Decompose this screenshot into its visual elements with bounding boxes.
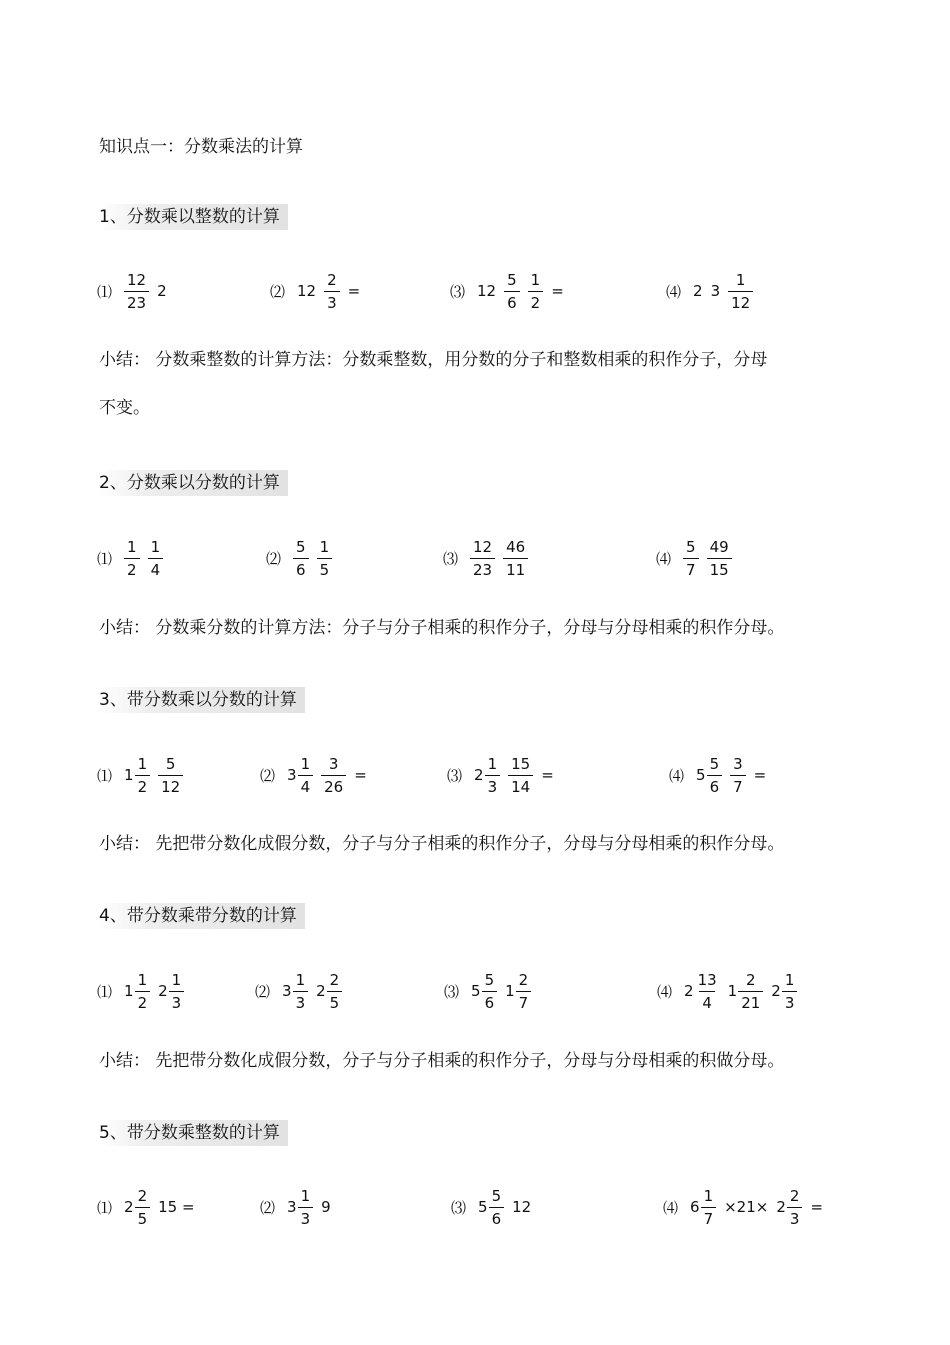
fraction xyxy=(707,755,723,796)
numerator: 15 xyxy=(511,754,531,773)
mixed-whole: 5 xyxy=(471,982,481,1000)
problem-label: ⑵ xyxy=(260,1198,276,1217)
numerator: 1 xyxy=(530,270,541,289)
whole-number: 12 xyxy=(477,282,497,300)
denominator: 3 xyxy=(324,291,340,312)
problem xyxy=(663,1182,827,1232)
fraction xyxy=(293,538,309,579)
denominator: 23 xyxy=(124,291,149,312)
fraction xyxy=(730,755,746,796)
problem-label: ⑴ xyxy=(97,982,113,1001)
mixed-number xyxy=(505,971,531,1012)
denominator: 7 xyxy=(683,558,699,579)
summary-4 xyxy=(99,1037,839,1085)
numerator: 2 xyxy=(789,1186,800,1205)
denominator: 4 xyxy=(699,991,715,1012)
numerator: 1 xyxy=(300,1186,311,1205)
numerator: 1 xyxy=(487,754,498,773)
problem xyxy=(97,266,171,316)
denominator: 4 xyxy=(298,775,314,796)
fraction xyxy=(504,271,520,312)
problem xyxy=(97,1182,199,1232)
numerator: 1 xyxy=(703,1186,714,1205)
problem xyxy=(443,533,532,583)
mixed-whole: 1 xyxy=(124,766,134,784)
numerator: 5 xyxy=(709,754,720,773)
denominator: 6 xyxy=(293,558,309,579)
mixed-number xyxy=(684,971,720,1012)
denominator: 7 xyxy=(730,775,746,796)
problem xyxy=(444,966,535,1016)
summary-3 xyxy=(99,820,839,868)
denominator: 21 xyxy=(738,991,763,1012)
denominator: 4 xyxy=(148,558,164,579)
denominator: 6 xyxy=(504,291,520,312)
problem-label: ⑶ xyxy=(443,549,459,568)
summary-1 xyxy=(99,336,839,432)
problem-label: ⑵ xyxy=(266,549,282,568)
denominator: 23 xyxy=(470,558,495,579)
fraction xyxy=(707,538,732,579)
mixed-whole: 2 xyxy=(771,982,781,1000)
fraction xyxy=(701,1187,717,1228)
mixed-number xyxy=(124,755,150,796)
problem xyxy=(97,533,167,583)
numerator: 5 xyxy=(507,270,517,289)
problem-label: ⑴ xyxy=(97,549,113,568)
whole-number: 2 xyxy=(693,282,703,300)
mixed-whole: 2 xyxy=(776,1198,786,1216)
fraction xyxy=(728,271,753,312)
fraction xyxy=(293,971,309,1012)
mixed-whole: 2 xyxy=(474,766,484,784)
mixed-whole: 5 xyxy=(696,766,706,784)
denominator: 6 xyxy=(707,775,723,796)
denominator: 15 xyxy=(707,558,732,579)
numerator: 2 xyxy=(745,970,756,989)
problem xyxy=(656,533,736,583)
problem xyxy=(97,750,187,800)
fraction xyxy=(503,538,528,579)
fraction xyxy=(327,971,343,1012)
fraction xyxy=(317,538,333,579)
whole-number: 12 xyxy=(297,282,317,300)
fraction xyxy=(298,1187,314,1228)
problem-label: ⑴ xyxy=(97,766,113,785)
denominator: 2 xyxy=(528,291,544,312)
denominator: 7 xyxy=(701,1207,717,1228)
numerator: 1 xyxy=(127,537,137,556)
problem-label: ⑵ xyxy=(270,282,286,301)
fraction xyxy=(516,971,532,1012)
fraction xyxy=(148,538,164,579)
whole-number: 3 xyxy=(710,282,721,300)
problem-label: ⑷ xyxy=(669,766,685,785)
denominator: 2 xyxy=(135,775,151,796)
mixed-whole: 2 xyxy=(158,982,168,1000)
fraction xyxy=(135,1187,151,1228)
summary-2 xyxy=(99,604,839,652)
numerator: 1 xyxy=(300,754,311,773)
problem-label: ⑶ xyxy=(451,1198,467,1217)
mixed-number xyxy=(471,971,497,1012)
denominator: 5 xyxy=(327,991,343,1012)
problem xyxy=(97,966,188,1016)
denominator: 6 xyxy=(489,1207,505,1228)
mixed-number xyxy=(287,1187,313,1228)
mixed-number xyxy=(316,971,342,1012)
mixed-whole: 3 xyxy=(287,766,297,784)
mixed-whole: 2 xyxy=(316,982,326,1000)
denominator: 26 xyxy=(321,775,346,796)
denominator: 12 xyxy=(158,775,183,796)
whole-number: 2 xyxy=(157,282,167,300)
mixed-number xyxy=(728,971,764,1012)
problem xyxy=(669,750,770,800)
denominator: 3 xyxy=(485,775,501,796)
section-3-heading: 3、带分数乘以分数的计算 xyxy=(99,687,305,713)
problem-label: ⑴ xyxy=(97,282,113,301)
mixed-number xyxy=(776,1187,802,1228)
fraction xyxy=(489,1187,505,1228)
denominator: 7 xyxy=(516,991,532,1012)
fraction xyxy=(695,971,720,1012)
numerator: 3 xyxy=(733,754,743,773)
problem xyxy=(270,266,364,316)
numerator: 1 xyxy=(295,970,306,989)
denominator: 3 xyxy=(293,991,309,1012)
numerator: 1 xyxy=(150,537,161,556)
fraction xyxy=(787,1187,803,1228)
denominator: 3 xyxy=(787,1207,803,1228)
mixed-whole: 1 xyxy=(124,982,134,1000)
denominator: 2 xyxy=(135,991,151,1012)
mixed-number xyxy=(474,755,500,796)
mixed-whole: 3 xyxy=(282,982,292,1000)
fraction xyxy=(321,755,346,796)
problem xyxy=(447,750,558,800)
numerator: 12 xyxy=(473,537,493,556)
fraction xyxy=(324,271,340,312)
numerator: 13 xyxy=(697,970,717,989)
problem-label: ⑵ xyxy=(255,982,271,1001)
problem-label: ⑷ xyxy=(657,982,673,1001)
numerator: 5 xyxy=(484,970,495,989)
numerator: 2 xyxy=(329,970,340,989)
denominator: 5 xyxy=(317,558,333,579)
fraction xyxy=(508,755,533,796)
numerator: 1 xyxy=(319,537,330,556)
fraction xyxy=(738,971,763,1012)
fraction xyxy=(169,971,185,1012)
problem xyxy=(451,1182,535,1232)
mixed-whole: 5 xyxy=(478,1198,488,1216)
numerator: 2 xyxy=(327,270,337,289)
numerator: 5 xyxy=(296,537,306,556)
mixed-number xyxy=(124,1187,150,1228)
mixed-whole: 2 xyxy=(684,982,694,1000)
problem xyxy=(666,266,757,316)
problem-label: ⑶ xyxy=(444,982,460,1001)
fraction xyxy=(298,755,314,796)
numerator: 5 xyxy=(165,754,176,773)
problem-label: ⑴ xyxy=(97,1198,113,1217)
fraction xyxy=(482,971,498,1012)
denominator: 14 xyxy=(508,775,533,796)
denominator: 3 xyxy=(298,1207,314,1228)
problem xyxy=(260,1182,335,1232)
numerator: 49 xyxy=(709,537,729,556)
whole-number: ×21× xyxy=(724,1198,769,1216)
numerator: 46 xyxy=(506,537,526,556)
fraction xyxy=(158,755,183,796)
problem xyxy=(266,533,336,583)
section-4-heading: 4、带分数乘带分数的计算 xyxy=(99,903,305,929)
whole-number: 15 = xyxy=(158,1198,195,1216)
mixed-number xyxy=(696,755,722,796)
fraction xyxy=(124,538,140,579)
problem xyxy=(657,966,801,1016)
denominator: 12 xyxy=(728,291,753,312)
numerator: 2 xyxy=(137,1186,148,1205)
section-2-heading: 2、分数乘以分数的计算 xyxy=(99,470,288,496)
whole-number: = xyxy=(551,282,564,300)
mixed-number xyxy=(282,971,308,1012)
fraction xyxy=(124,271,149,312)
whole-number: = xyxy=(347,282,361,300)
whole-number: = xyxy=(354,766,367,784)
whole-number: = xyxy=(541,766,554,784)
mixed-number xyxy=(690,1187,716,1228)
problem-label: ⑷ xyxy=(663,1198,679,1217)
numerator: 1 xyxy=(171,970,182,989)
summary-text: 小结： 先把带分数化成假分数，分子与分子相乘的积作分子，分母与分母相乘的积做分母。 xyxy=(99,1051,785,1071)
page-title: 知识点一：分数乘法的计算 xyxy=(99,137,303,157)
problem xyxy=(260,750,371,800)
problem xyxy=(255,966,346,1016)
section-1-heading: 1、分数乘以整数的计算 xyxy=(99,204,288,230)
denominator: 5 xyxy=(135,1207,151,1228)
whole-number: = xyxy=(753,766,767,784)
numerator: 1 xyxy=(137,754,148,773)
summary-text: 不变。 xyxy=(99,398,150,418)
fraction xyxy=(683,538,699,579)
whole-number: 9 xyxy=(321,1198,331,1216)
mixed-whole: 3 xyxy=(287,1198,297,1216)
numerator: 1 xyxy=(735,270,746,289)
mixed-whole: 2 xyxy=(124,1198,134,1216)
mixed-number xyxy=(158,971,184,1012)
problem-label: ⑵ xyxy=(260,766,276,785)
denominator: 3 xyxy=(782,991,798,1012)
numerator: 1 xyxy=(137,970,148,989)
problem-label: ⑷ xyxy=(656,549,672,568)
mixed-whole: 1 xyxy=(505,982,515,1000)
denominator: 3 xyxy=(169,991,185,1012)
fraction xyxy=(528,271,544,312)
whole-number: 12 xyxy=(512,1198,532,1216)
mixed-whole: 1 xyxy=(727,982,738,1000)
numerator: 5 xyxy=(686,537,696,556)
problem-label: ⑷ xyxy=(666,282,682,301)
mixed-number xyxy=(124,971,150,1012)
mixed-number xyxy=(478,1187,504,1228)
problem xyxy=(450,266,568,316)
fraction xyxy=(782,971,798,1012)
fraction xyxy=(135,971,151,1012)
problem-label: ⑶ xyxy=(450,282,466,301)
fraction xyxy=(485,755,501,796)
summary-text: 小结： 先把带分数化成假分数，分子与分子相乘的积作分子，分母与分母相乘的积作分母。 xyxy=(99,834,785,854)
numerator: 2 xyxy=(518,970,529,989)
problem-label: ⑶ xyxy=(447,766,463,785)
numerator: 3 xyxy=(328,754,339,773)
summary-text: 小结： 分数乘分数的计算方法：分子与分子相乘的积作分子，分母与分母相乘的积作分母。 xyxy=(99,618,785,638)
mixed-number xyxy=(771,971,797,1012)
mixed-number xyxy=(287,755,313,796)
fraction xyxy=(470,538,495,579)
numerator: 5 xyxy=(491,1186,502,1205)
denominator: 2 xyxy=(124,558,140,579)
whole-number: = xyxy=(810,1198,824,1216)
mixed-whole: 6 xyxy=(690,1198,700,1216)
section-5-heading: 5、带分数乘整数的计算 xyxy=(99,1120,288,1146)
denominator: 11 xyxy=(503,558,528,579)
summary-text: 小结： 分数乘整数的计算方法：分数乘整数，用分数的分子和整数相乘的积作分子，分母 xyxy=(99,350,768,370)
denominator: 6 xyxy=(482,991,498,1012)
numerator: 1 xyxy=(784,970,795,989)
fraction xyxy=(135,755,151,796)
numerator: 12 xyxy=(127,270,147,289)
